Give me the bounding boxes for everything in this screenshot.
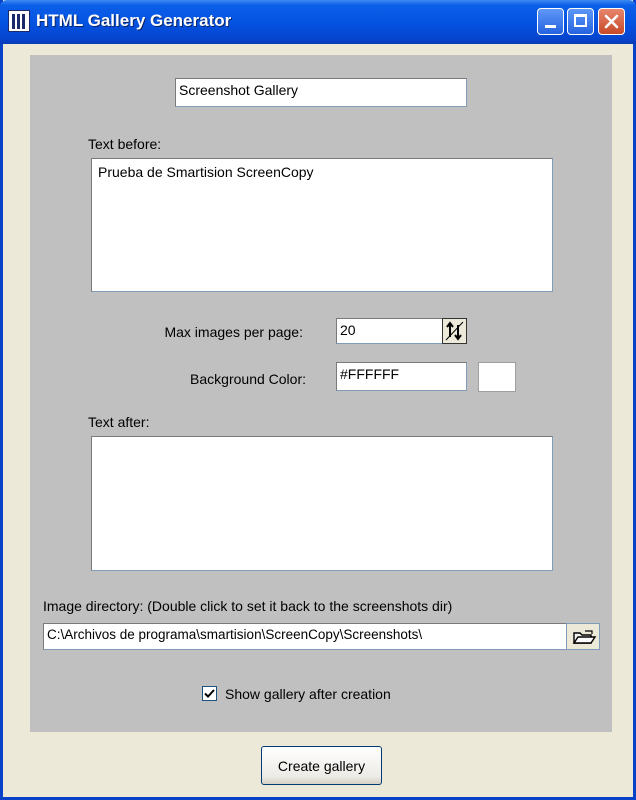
- checkmark-icon: [203, 687, 216, 700]
- text-after-label: Text after:: [88, 414, 150, 430]
- minimize-button[interactable]: [537, 8, 564, 35]
- max-images-input[interactable]: 20: [336, 318, 444, 344]
- show-gallery-checkbox[interactable]: [202, 686, 217, 701]
- maximize-button[interactable]: [567, 8, 594, 35]
- text-before-textarea[interactable]: Prueba de Smartision ScreenCopy: [91, 158, 553, 292]
- max-images-spinner[interactable]: [442, 318, 467, 344]
- text-before-label: Text before:: [88, 136, 162, 152]
- minimize-icon: [545, 25, 556, 28]
- gallery-title-input[interactable]: Screenshot Gallery: [175, 78, 467, 107]
- maximize-icon: [574, 14, 587, 27]
- browse-folder-button[interactable]: [566, 623, 600, 650]
- background-color-input[interactable]: #FFFFFF: [336, 362, 467, 391]
- spinner-arrows-icon: [443, 319, 466, 343]
- open-folder-icon: [567, 624, 599, 649]
- close-icon: [599, 9, 624, 34]
- image-directory-input[interactable]: C:\Archivos de programa\smartision\ScreenCopy\Screenshots\: [43, 623, 568, 650]
- app-icon: [8, 10, 30, 32]
- color-swatch[interactable]: [478, 362, 516, 392]
- window-title: HTML Gallery Generator: [36, 11, 232, 30]
- background-color-label: Background Color:: [190, 371, 306, 387]
- image-directory-label: Image directory: (Double click to set it back to the screenshots dir): [43, 598, 453, 614]
- close-button[interactable]: [598, 8, 625, 35]
- create-gallery-button[interactable]: Create gallery: [261, 746, 382, 785]
- show-gallery-label[interactable]: Show gallery after creation: [225, 686, 391, 702]
- title-bar[interactable]: [0, 0, 636, 44]
- max-images-label: Max images per page:: [164, 324, 303, 340]
- text-after-textarea[interactable]: [91, 436, 553, 571]
